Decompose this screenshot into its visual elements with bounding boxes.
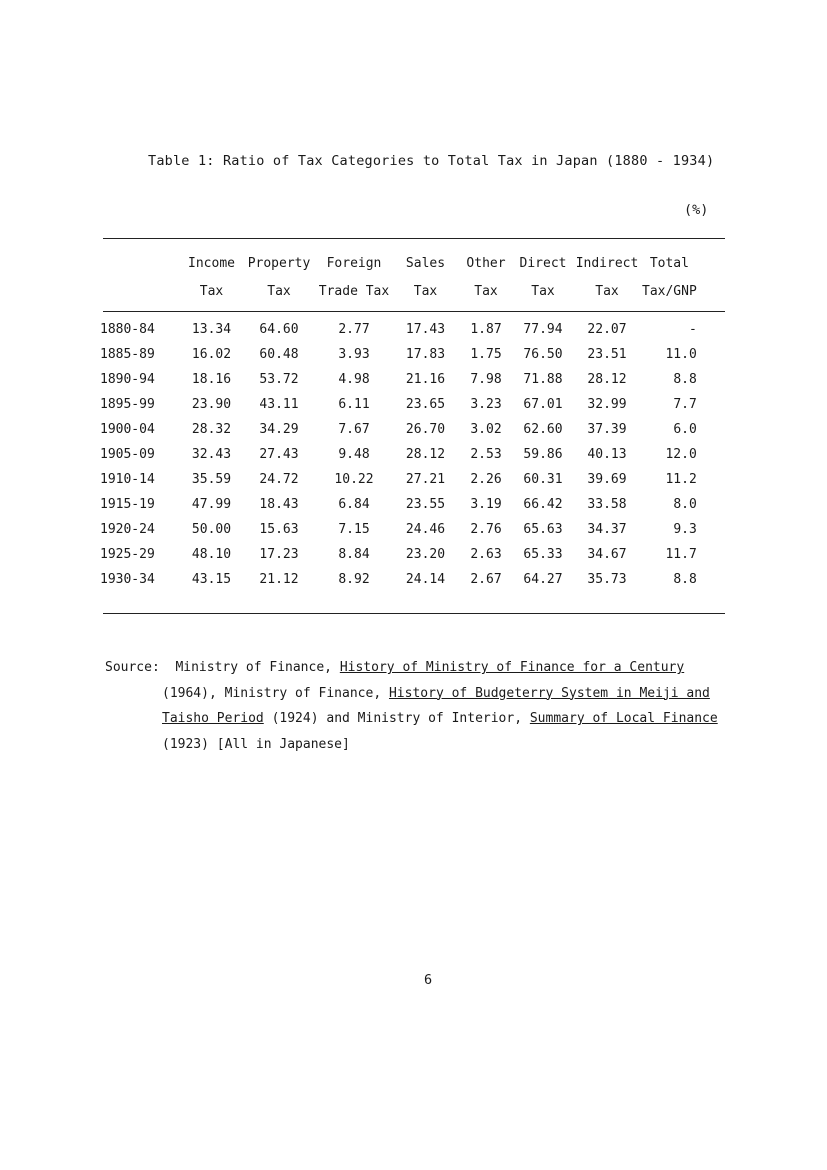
cell-other-tax: 1.75 xyxy=(470,347,502,362)
cell-indirect-tax: 39.69 xyxy=(587,472,627,487)
cell-total-tax-gnp: 11.7 xyxy=(665,547,697,562)
cell-income-tax: 32.43 xyxy=(191,447,232,462)
cell-period: 1930-34 xyxy=(100,572,155,587)
table-row xyxy=(100,467,701,492)
page-number: 6 xyxy=(424,972,433,988)
tax-ratio-table xyxy=(100,250,701,592)
cell-period: 1890-94 xyxy=(100,372,155,387)
cell-foreign-trade-tax: 8.92 xyxy=(338,572,370,587)
source-line-2 xyxy=(105,681,745,707)
cell-period: 1910-14 xyxy=(100,472,155,487)
source-note xyxy=(105,655,745,757)
table-row xyxy=(100,542,701,567)
cell-property-tax: 60.48 xyxy=(259,347,299,362)
cell-other-tax: 2.26 xyxy=(470,472,502,487)
cell-direct-tax: 62.60 xyxy=(523,422,563,437)
cell-sales-tax: 28.12 xyxy=(405,447,446,462)
cell-other-tax: 3.19 xyxy=(470,497,502,512)
cell-total-tax-gnp: 12.0 xyxy=(665,447,697,462)
cell-income-tax: 35.59 xyxy=(191,472,232,487)
cell-foreign-trade-tax: 6.84 xyxy=(338,497,370,512)
table-row xyxy=(100,317,701,342)
source-reference: History of Ministry of Finance for a Century xyxy=(339,660,685,675)
table-header-row xyxy=(100,250,701,306)
table-body xyxy=(100,306,701,592)
table-row xyxy=(100,492,701,517)
cell-sales-tax: 17.83 xyxy=(405,347,446,362)
cell-indirect-tax: 28.12 xyxy=(587,372,627,387)
cell-other-tax: 3.23 xyxy=(470,397,502,412)
cell-property-tax: 15.63 xyxy=(259,522,299,537)
cell-other-tax: 2.76 xyxy=(470,522,502,537)
cell-income-tax: 28.32 xyxy=(191,422,232,437)
cell-other-tax: 3.02 xyxy=(470,422,502,437)
cell-direct-tax: 71.88 xyxy=(523,372,563,387)
header-income-tax: Income Tax xyxy=(188,256,235,299)
cell-income-tax: 23.90 xyxy=(191,397,232,412)
cell-foreign-trade-tax: 9.48 xyxy=(338,447,370,462)
cell-total-tax-gnp: 8.8 xyxy=(673,572,697,587)
cell-foreign-trade-tax: 3.93 xyxy=(338,347,370,362)
cell-foreign-trade-tax: 10.22 xyxy=(334,472,374,487)
cell-income-tax: 43.15 xyxy=(191,572,232,587)
cell-sales-tax: 17.43 xyxy=(405,322,446,337)
cell-property-tax: 18.43 xyxy=(259,497,299,512)
bottom-rule xyxy=(103,613,725,614)
header-direct-tax: Direct Tax xyxy=(519,256,567,299)
table-row xyxy=(100,442,701,467)
cell-period: 1905-09 xyxy=(100,447,155,462)
cell-income-tax: 16.02 xyxy=(191,347,232,362)
cell-direct-tax: 66.42 xyxy=(523,497,563,512)
cell-other-tax: 1.87 xyxy=(470,322,502,337)
cell-foreign-trade-tax: 6.11 xyxy=(338,397,370,412)
cell-indirect-tax: 32.99 xyxy=(587,397,627,412)
top-rule xyxy=(103,238,725,239)
source-reference: Summary of Local Finance xyxy=(529,711,718,726)
cell-foreign-trade-tax: 2.77 xyxy=(338,322,370,337)
table-row xyxy=(100,367,701,392)
cell-indirect-tax: 34.37 xyxy=(587,522,627,537)
cell-income-tax: 48.10 xyxy=(191,547,232,562)
source-line-4 xyxy=(105,732,745,758)
table-row xyxy=(100,417,701,442)
cell-direct-tax: 77.94 xyxy=(523,322,563,337)
header-sales-tax: Sales Tax xyxy=(405,256,446,299)
cell-property-tax: 17.23 xyxy=(259,547,299,562)
cell-foreign-trade-tax: 7.15 xyxy=(338,522,370,537)
cell-period: 1925-29 xyxy=(100,547,155,562)
cell-direct-tax: 76.50 xyxy=(523,347,563,362)
cell-sales-tax: 27.21 xyxy=(405,472,446,487)
cell-total-tax-gnp: 8.8 xyxy=(673,372,697,387)
cell-income-tax: 47.99 xyxy=(191,497,232,512)
cell-direct-tax: 65.63 xyxy=(523,522,563,537)
cell-other-tax: 2.53 xyxy=(470,447,502,462)
cell-sales-tax: 24.14 xyxy=(405,572,446,587)
table-row xyxy=(100,517,701,542)
header-other-tax: Other Tax xyxy=(466,256,506,299)
cell-foreign-trade-tax: 4.98 xyxy=(338,372,370,387)
cell-sales-tax: 23.65 xyxy=(405,397,446,412)
cell-indirect-tax: 22.07 xyxy=(587,322,627,337)
cell-total-tax-gnp: - xyxy=(688,322,697,337)
cell-indirect-tax: 33.58 xyxy=(587,497,627,512)
table-row xyxy=(100,567,701,592)
cell-income-tax: 13.34 xyxy=(191,322,232,337)
cell-period: 1920-24 xyxy=(100,522,155,537)
cell-total-tax-gnp: 11.2 xyxy=(665,472,697,487)
cell-property-tax: 24.72 xyxy=(259,472,299,487)
cell-sales-tax: 21.16 xyxy=(405,372,446,387)
cell-period: 1900-04 xyxy=(100,422,155,437)
cell-indirect-tax: 40.13 xyxy=(587,447,627,462)
source-text: (1924) and Ministry of Interior, xyxy=(263,711,530,726)
cell-property-tax: 53.72 xyxy=(259,372,299,387)
cell-property-tax: 34.29 xyxy=(259,422,299,437)
table-row xyxy=(100,392,701,417)
cell-direct-tax: 59.86 xyxy=(523,447,563,462)
cell-sales-tax: 26.70 xyxy=(405,422,446,437)
cell-period: 1880-84 xyxy=(100,322,155,337)
spacer-row xyxy=(100,306,701,317)
cell-sales-tax: 23.20 xyxy=(405,547,446,562)
cell-indirect-tax: 37.39 xyxy=(587,422,627,437)
header-period xyxy=(100,250,180,306)
cell-indirect-tax: 34.67 xyxy=(587,547,627,562)
source-reference: Taisho Period xyxy=(162,711,264,726)
cell-income-tax: 18.16 xyxy=(191,372,232,387)
cell-income-tax: 50.00 xyxy=(191,522,232,537)
cell-other-tax: 7.98 xyxy=(470,372,502,387)
source-text: Ministry of Finance, xyxy=(175,660,340,675)
cell-total-tax-gnp: 8.0 xyxy=(673,497,697,512)
table-row xyxy=(100,342,701,367)
source-text: (1923) [All in Japanese] xyxy=(162,736,350,752)
cell-period: 1895-99 xyxy=(100,397,155,412)
cell-foreign-trade-tax: 7.67 xyxy=(338,422,370,437)
cell-other-tax: 2.67 xyxy=(470,572,502,587)
cell-property-tax: 21.12 xyxy=(259,572,299,587)
cell-indirect-tax: 35.73 xyxy=(587,572,627,587)
header-total-tax-gnp: Total Tax/GNP xyxy=(642,256,697,299)
cell-sales-tax: 23.55 xyxy=(405,497,446,512)
source-label: Source: xyxy=(105,660,160,675)
cell-property-tax: 64.60 xyxy=(259,322,299,337)
unit-label: (%) xyxy=(684,202,709,218)
cell-direct-tax: 60.31 xyxy=(523,472,563,487)
source-line-3 xyxy=(105,706,745,732)
cell-indirect-tax: 23.51 xyxy=(587,347,627,362)
cell-sales-tax: 24.46 xyxy=(405,522,446,537)
cell-property-tax: 27.43 xyxy=(259,447,299,462)
cell-direct-tax: 65.33 xyxy=(523,547,563,562)
cell-total-tax-gnp: 11.0 xyxy=(665,347,697,362)
source-text: (1964), Ministry of Finance, xyxy=(162,685,389,701)
header-foreign-trade-tax: Foreign Trade Tax xyxy=(318,256,390,299)
cell-property-tax: 43.11 xyxy=(259,397,299,412)
cell-total-tax-gnp: 7.7 xyxy=(673,397,697,412)
cell-other-tax: 2.63 xyxy=(470,547,502,562)
header-property-tax: Property Tax xyxy=(247,256,311,299)
header-indirect-tax: Indirect Tax xyxy=(575,256,639,299)
table-title: Table 1: Ratio of Tax Categories to Total Tax in Japan (1880 - 1934) xyxy=(148,153,715,169)
cell-total-tax-gnp: 6.0 xyxy=(673,422,697,437)
cell-direct-tax: 64.27 xyxy=(523,572,563,587)
cell-direct-tax: 67.01 xyxy=(523,397,563,412)
cell-period: 1885-89 xyxy=(100,347,155,362)
cell-period: 1915-19 xyxy=(100,497,155,512)
source-line-1 xyxy=(105,655,745,681)
cell-foreign-trade-tax: 8.84 xyxy=(338,547,370,562)
cell-total-tax-gnp: 9.3 xyxy=(673,522,697,537)
source-reference: History of Budgeterry System in Meiji and xyxy=(388,685,710,701)
